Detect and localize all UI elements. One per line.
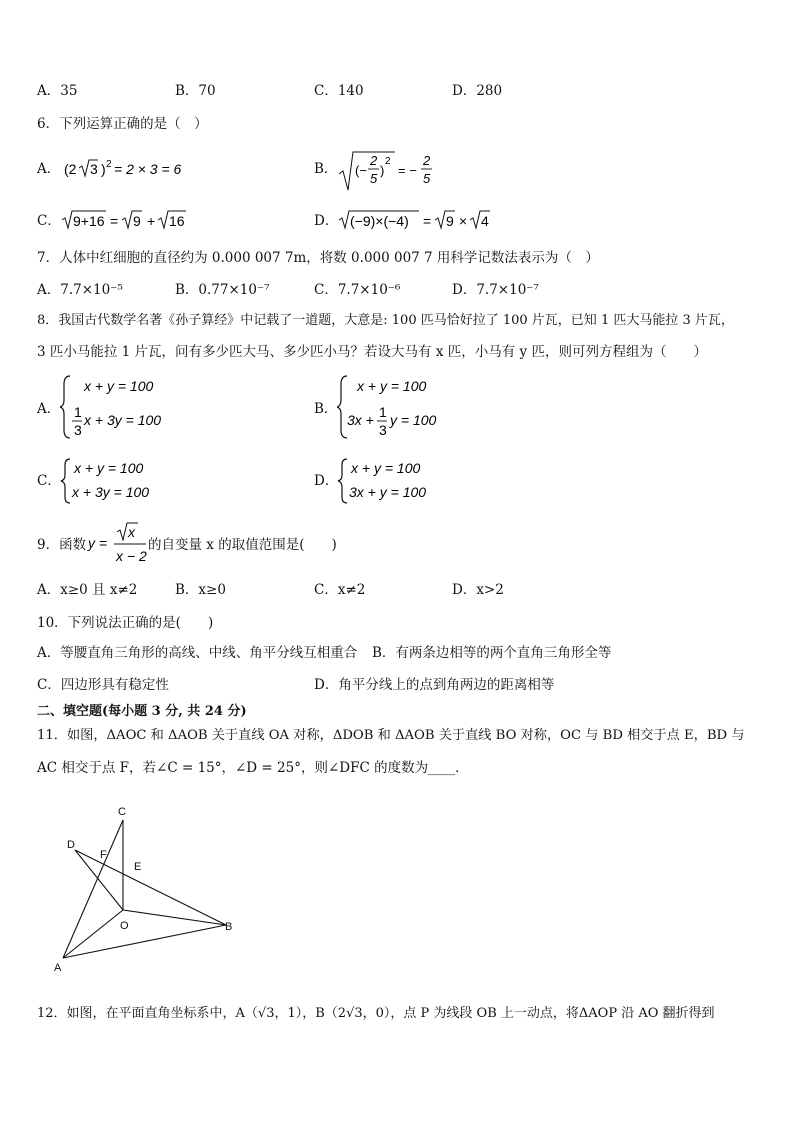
svg-text:(−: (−	[355, 163, 367, 178]
q10-option-c: C．四边形具有稳定性	[37, 677, 169, 693]
svg-text:3x +: 3x +	[347, 412, 374, 428]
svg-text:x + y = 100: x + y = 100	[84, 378, 154, 394]
label-c: C	[118, 806, 126, 818]
label-o: O	[120, 920, 129, 932]
svg-text:+: +	[147, 213, 156, 229]
label-d: D	[67, 839, 75, 851]
q12-line1: 12．如图，在平面直角坐标系中，A（√3，1），B（2√3，0），点 P 为线段 OB 上一动点，将ΔAOP 沿 AO 翻折得到	[37, 1006, 715, 1021]
svg-text:9: 9	[133, 213, 141, 229]
svg-text:x + y = 100: x + y = 100	[357, 378, 427, 394]
svg-text:x − 2: x − 2	[116, 548, 147, 564]
q8-stem-line2: 3 匹小马能拉 1 片瓦，问有多少匹大马、多少匹小马？若设大马有 x 匹，小马有 y 匹，则可列方程组为（ ）	[37, 344, 707, 360]
svg-text:×: ×	[459, 213, 468, 229]
q6-option-a-expression	[60, 154, 200, 184]
q5-option-b: B．70	[175, 83, 216, 99]
svg-text:x + 3y = 100: x + 3y = 100	[72, 484, 150, 500]
svg-text:2: 2	[370, 153, 378, 168]
q5-option-d: D．280	[452, 83, 503, 99]
q7-option-c: C．7.7×10⁻⁶	[314, 282, 401, 298]
q11-line1: 11．如图，ΔAOC 和 ΔAOB 关于直线 OA 对称，ΔDOB 和 ΔAOB 关于直线 BO 对称，OC 与 BD 相交于点 E，BD 与	[37, 728, 745, 743]
svg-text:3: 3	[379, 422, 387, 438]
label-b: B	[225, 921, 233, 933]
q9-option-c: C．x≠2	[314, 582, 366, 598]
q6-option-d-label: D．	[314, 213, 339, 229]
q5-option-a: A．35	[37, 83, 78, 99]
q6-option-a-label: A．	[37, 161, 61, 177]
section-title: 二、填空题(每小题 3 分, 共 24 分)	[37, 704, 247, 719]
q6-option-b-label: B．	[314, 161, 338, 177]
svg-text:= −: = −	[398, 163, 417, 178]
label-e: E	[134, 861, 142, 873]
svg-text:5: 5	[423, 171, 431, 186]
svg-text:(2: (2	[64, 161, 77, 177]
svg-text:9+16: 9+16	[73, 213, 105, 229]
q8-option-d-label: D．	[314, 473, 339, 489]
svg-text:2: 2	[385, 156, 391, 167]
label-f: F	[100, 849, 107, 861]
q8-option-a-system	[60, 372, 180, 442]
q11-line2: AC 相交于点 F，若∠C = 15°，∠D = 25°，则∠DFC 的度数为____．	[37, 760, 469, 776]
svg-text:4: 4	[481, 213, 489, 229]
q9-option-d: D．x>2	[452, 582, 504, 598]
q6-option-c	[37, 212, 61, 230]
q5-option-c: C．140	[314, 83, 364, 99]
q7-option-d: D．7.7×10⁻⁷	[452, 282, 539, 298]
q9-stem-prefix: 9．函数	[37, 537, 87, 553]
q11-geometry-figure	[48, 800, 248, 980]
svg-text:x: x	[128, 524, 135, 540]
svg-text:): )	[101, 161, 106, 177]
q6-option-d	[314, 212, 338, 230]
q10-option-d: D．角平分线上的点到角两边的距离相等	[314, 677, 555, 693]
svg-text:3: 3	[74, 422, 82, 438]
svg-text:16: 16	[169, 213, 185, 229]
q9-option-b: B．x≥0	[175, 582, 226, 598]
q7-stem: 7．人体中红细胞的直径约为 0.000 007 7m，将数 0.000 007 7 用科学记数法表示为（ ）	[37, 250, 599, 266]
svg-text:9: 9	[446, 213, 454, 229]
svg-text:1: 1	[74, 404, 82, 420]
q10-option-b: B．有两条边相等的两个直角三角形全等	[372, 645, 612, 661]
q9-function-expression	[86, 520, 148, 566]
label-a: A	[54, 962, 62, 974]
svg-text:5: 5	[370, 171, 378, 186]
svg-text:= 2 × 3 = 6: = 2 × 3 = 6	[114, 161, 182, 177]
svg-text:x + y = 100: x + y = 100	[351, 460, 421, 476]
segment-ao	[63, 910, 123, 958]
svg-text:=: =	[110, 213, 119, 229]
q8-option-a-label: A．	[37, 401, 61, 417]
q8-option-c-label: C．	[37, 473, 61, 489]
q7-option-b: B．0.77×10⁻⁷	[175, 282, 270, 298]
q7-option-a: A．7.7×10⁻⁵	[37, 282, 123, 298]
segment-do	[75, 850, 123, 910]
q6-option-c-expression	[60, 206, 200, 234]
q6-option-c-label: C．	[37, 213, 61, 229]
q6-stem: 6．下列运算正确的是（ ）	[37, 116, 208, 132]
svg-text:=: =	[423, 213, 432, 229]
q9-option-a: A．x≥0 且 x≠2	[37, 582, 138, 598]
svg-text:(−9)×(−4): (−9)×(−4)	[350, 213, 409, 229]
svg-text:x + y = 100: x + y = 100	[74, 460, 144, 476]
q6-option-b-expression	[337, 148, 447, 194]
q6-option-d-expression	[337, 206, 497, 234]
segment-ab	[63, 925, 226, 958]
svg-text:2: 2	[106, 159, 112, 170]
q8-option-b-system	[337, 372, 467, 442]
q8-option-c-system	[60, 456, 180, 506]
q9-stem-suffix: 的自变量 x 的取值范围是( )	[148, 537, 337, 553]
q8-option-d-system	[337, 456, 457, 506]
q8-option-b-label: B．	[314, 401, 338, 417]
svg-text:y =: y =	[88, 535, 108, 551]
svg-text:3: 3	[90, 161, 98, 177]
q6-option-a	[37, 160, 60, 178]
svg-text:): )	[380, 163, 385, 178]
svg-text:y = 100: y = 100	[390, 412, 437, 428]
svg-text:x + 3y = 100: x + 3y = 100	[84, 412, 162, 428]
q10-option-a: A．等腰直角三角形的高线、中线、角平分线互相重合	[37, 645, 358, 661]
svg-text:2: 2	[423, 153, 431, 168]
q8-stem-line1: 8．我国古代数学名著《孙子算经》中记载了一道题，大意是: 100 匹马恰好拉了 100 片瓦，已知 1 匹大马能拉 3 片瓦，	[37, 313, 734, 328]
q10-stem: 10．下列说法正确的是( )	[37, 615, 214, 631]
q6-option-b	[314, 160, 337, 178]
svg-text:3x + y = 100: 3x + y = 100	[349, 484, 427, 500]
svg-text:1: 1	[379, 404, 387, 420]
